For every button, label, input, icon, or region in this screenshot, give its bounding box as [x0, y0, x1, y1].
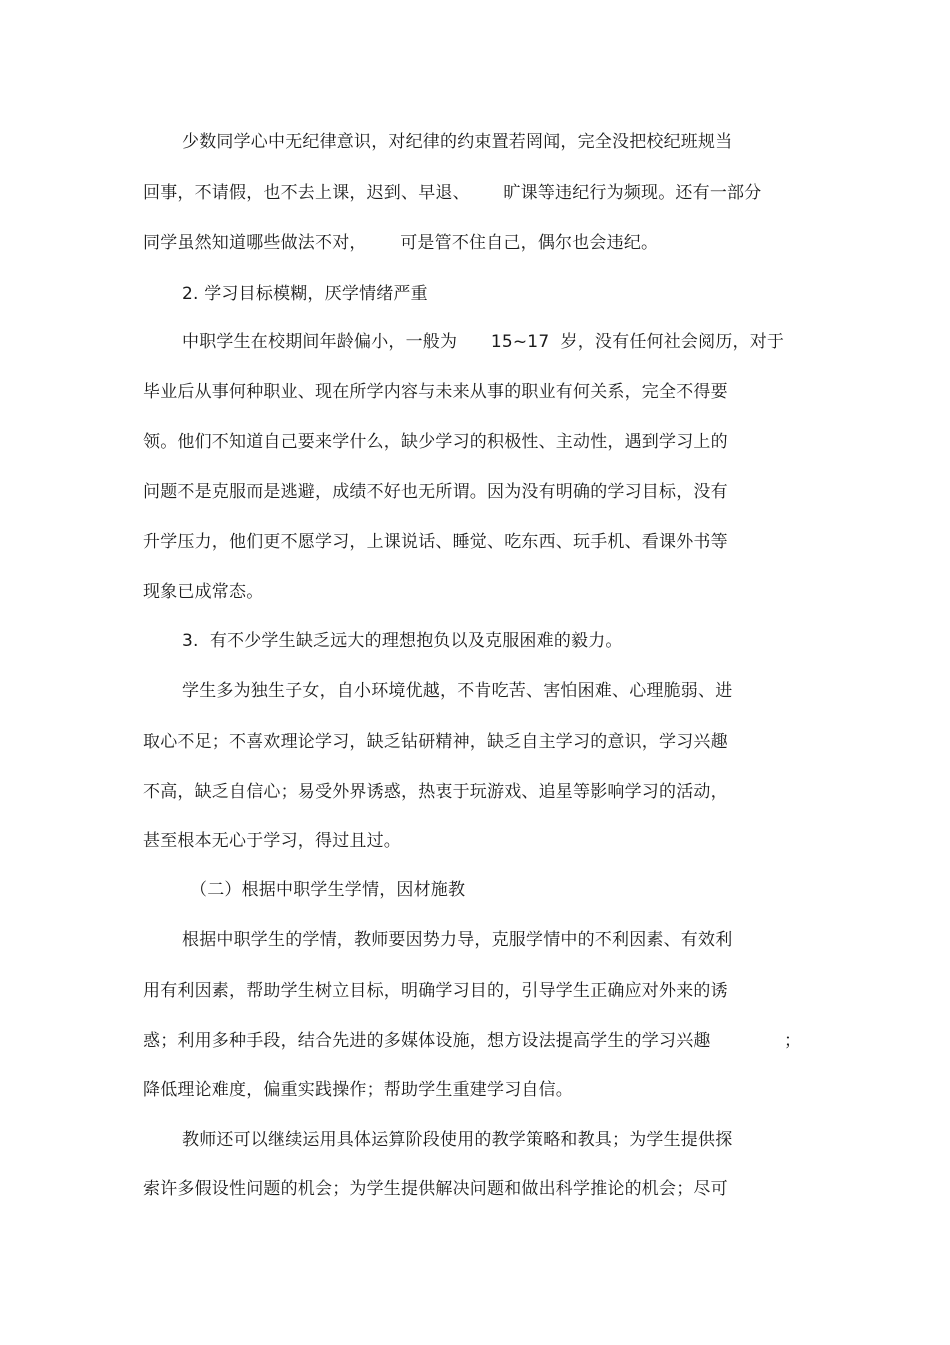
paragraph-line: 同学虽然知道哪些做法不对， 可是管不住自己，偶尔也会违纪。	[143, 233, 659, 253]
paragraph-line: 回事，不请假，也不去上课，迟到、早退、 旷课等违纪行为频现。还有一部分	[143, 183, 762, 203]
section-heading: 2. 学习目标模糊，厌学情绪严重	[182, 284, 428, 304]
paragraph-line: 学生多为独生子女，自小环境优越，不肯吃苦、害怕困难、心理脆弱、进	[182, 681, 733, 701]
paragraph-line: 惑；利用多种手段，结合先进的多媒体设施，想方设法提高学生的学习兴趣	[143, 1031, 711, 1051]
paragraph-line: 索许多假设性问题的机会；为学生提供解决问题和做出科学推论的机会；尽可	[143, 1179, 728, 1199]
paragraph-line: 教师还可以继续运用具体运算阶段使用的教学策略和教具；为学生提供探	[182, 1130, 733, 1150]
section-heading: 3. 有不少学生缺乏远大的理想抱负以及克服困难的毅力。	[182, 631, 623, 651]
trailing-punctuation: ；	[784, 1031, 802, 1051]
paragraph-line: 根据中职学生的学情，教师要因势力导，克服学情中的不利因素、有效利	[182, 930, 733, 950]
paragraph-line: 用有利因素，帮助学生树立目标，明确学习目的，引导学生正确应对外来的诱	[143, 981, 728, 1001]
paragraph-line: 毕业后从事何种职业、现在所学内容与未来从事的职业有何关系，完全不得要	[143, 382, 728, 402]
paragraph-line: 降低理论难度，偏重实践操作；帮助学生重建学习自信。	[143, 1080, 573, 1100]
paragraph-line: 升学压力，他们更不愿学习，上课说话、睡觉、吃东西、玩手机、看课外书等	[143, 532, 728, 552]
paragraph-line: 领。他们不知道自己要来学什么，缺少学习的积极性、主动性，遇到学习上的	[143, 432, 728, 452]
paragraph-line: 甚至根本无心于学习，得过且过。	[143, 831, 401, 851]
paragraph-line: 问题不是克服而是逃避，成绩不好也无所谓。因为没有明确的学习目标，没有	[143, 482, 728, 502]
paragraph-line: 中职学生在校期间年龄偏小，一般为 15~17 岁，没有任何社会阅历，对于	[182, 332, 785, 352]
section-heading: （二）根据中职学生学情，因材施教	[190, 880, 466, 900]
paragraph-line: 取心不足；不喜欢理论学习，缺乏钻研精神，缺乏自主学习的意识，学习兴趣	[143, 732, 728, 752]
paragraph-line: 少数同学心中无纪律意识，对纪律的约束置若罔闻，完全没把校纪班规当	[182, 132, 733, 152]
paragraph-line: 现象已成常态。	[143, 582, 264, 602]
paragraph-line: 不高，缺乏自信心；易受外界诱惑，热衷于玩游戏、追星等影响学习的活动，	[143, 782, 728, 802]
